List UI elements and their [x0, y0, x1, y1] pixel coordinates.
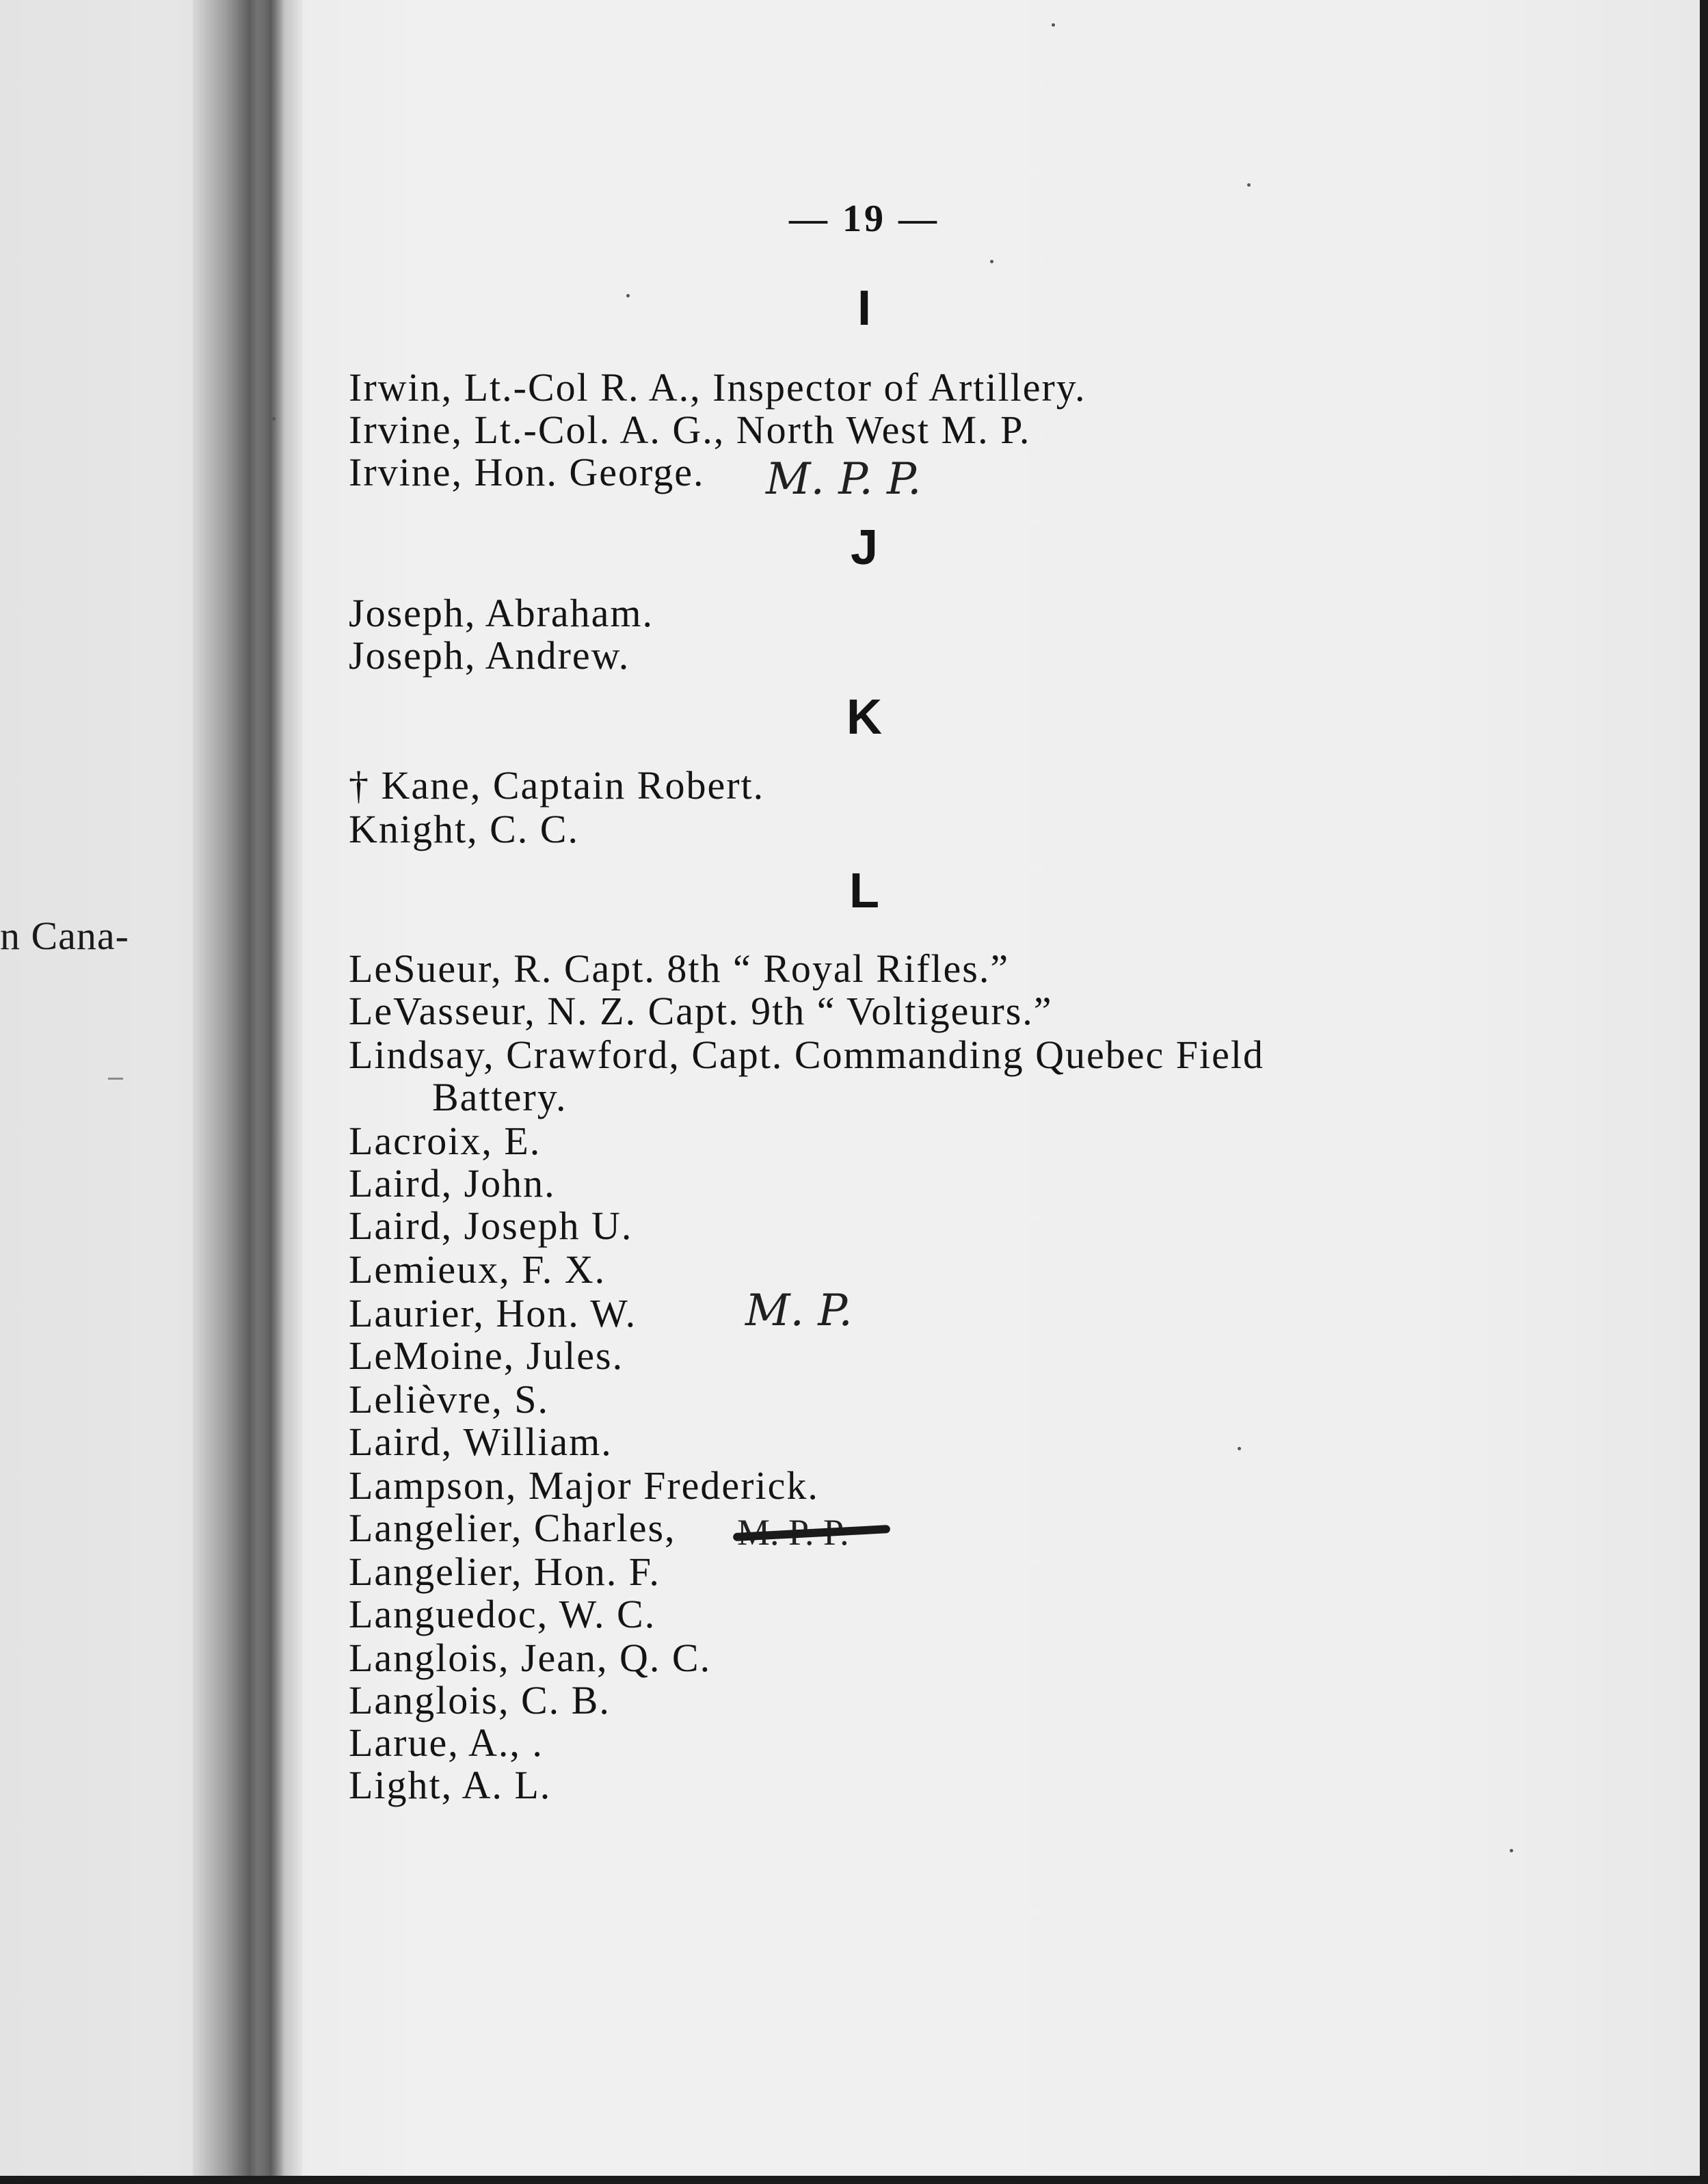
section-letter-l: L [849, 864, 879, 918]
list-item: Laird, William. [349, 1420, 613, 1464]
scan-speck [1052, 23, 1055, 27]
scan-bottom-edge [0, 2176, 1708, 2184]
list-item: LeVasseur, N. Z. Capt. 9th “ Voltigeurs.” [349, 989, 1053, 1033]
list-item: Langelier, Hon. F. [349, 1549, 660, 1594]
list-item: Langelier, Charles, [349, 1506, 676, 1550]
list-item: Knight, C. C. [349, 807, 579, 851]
list-item: Laird, John. [349, 1161, 556, 1206]
list-item: Laird, Joseph U. [349, 1203, 633, 1248]
list-item: Lindsay, Crawford, Capt. Commanding Quebec Field [349, 1033, 1265, 1077]
section-letter-i: I [857, 281, 871, 336]
list-item: Irvine, Lt.-Col. A. G., North West M. P. [349, 408, 1031, 452]
list-item: Larue, A., . [349, 1720, 544, 1765]
list-item: Joseph, Andrew. [349, 633, 630, 678]
scan-speck [990, 260, 993, 263]
list-item: Lacroix, E. [349, 1119, 542, 1163]
list-item: † Kane, Captain Robert. [349, 763, 765, 808]
scan-speck [626, 294, 630, 297]
facing-page-mark [108, 1078, 123, 1080]
scan-speck [1510, 1849, 1513, 1852]
list-item: Lampson, Major Frederick. [349, 1463, 819, 1508]
list-item: Langlois, Jean, Q. C. [349, 1636, 712, 1680]
section-letter-k: K [846, 690, 882, 745]
scan-speck [1238, 1447, 1241, 1450]
list-item: Joseph, Abraham. [349, 591, 654, 635]
list-item-continuation: Battery. [432, 1075, 568, 1119]
list-item: Laurier, Hon. W. [349, 1291, 637, 1335]
scan-speck [272, 417, 276, 421]
handwritten-annotation: M. P. [745, 1286, 853, 1336]
list-item: Lemieux, F. X. [349, 1247, 606, 1292]
list-item: Lelièvre, S. [349, 1377, 549, 1422]
list-item: Irvine, Hon. George. [349, 450, 705, 494]
list-item: LeSueur, R. Capt. 8th “ Royal Rifles.” [349, 946, 1010, 991]
section-letter-j: J [850, 520, 879, 575]
list-item: Irwin, Lt.-Col R. A., Inspector of Artillery. [349, 365, 1086, 410]
scan-speck [1247, 183, 1251, 187]
list-item: Light, A. L. [349, 1763, 552, 1807]
list-item: Langlois, C. B. [349, 1678, 611, 1722]
page-number: — 19 — [789, 198, 939, 240]
list-item: Languedoc, W. C. [349, 1592, 656, 1636]
facing-page-text: n Cana- [0, 914, 129, 958]
list-item: LeMoine, Jules. [349, 1333, 624, 1378]
handwritten-annotation: M. P. P. [766, 454, 922, 505]
